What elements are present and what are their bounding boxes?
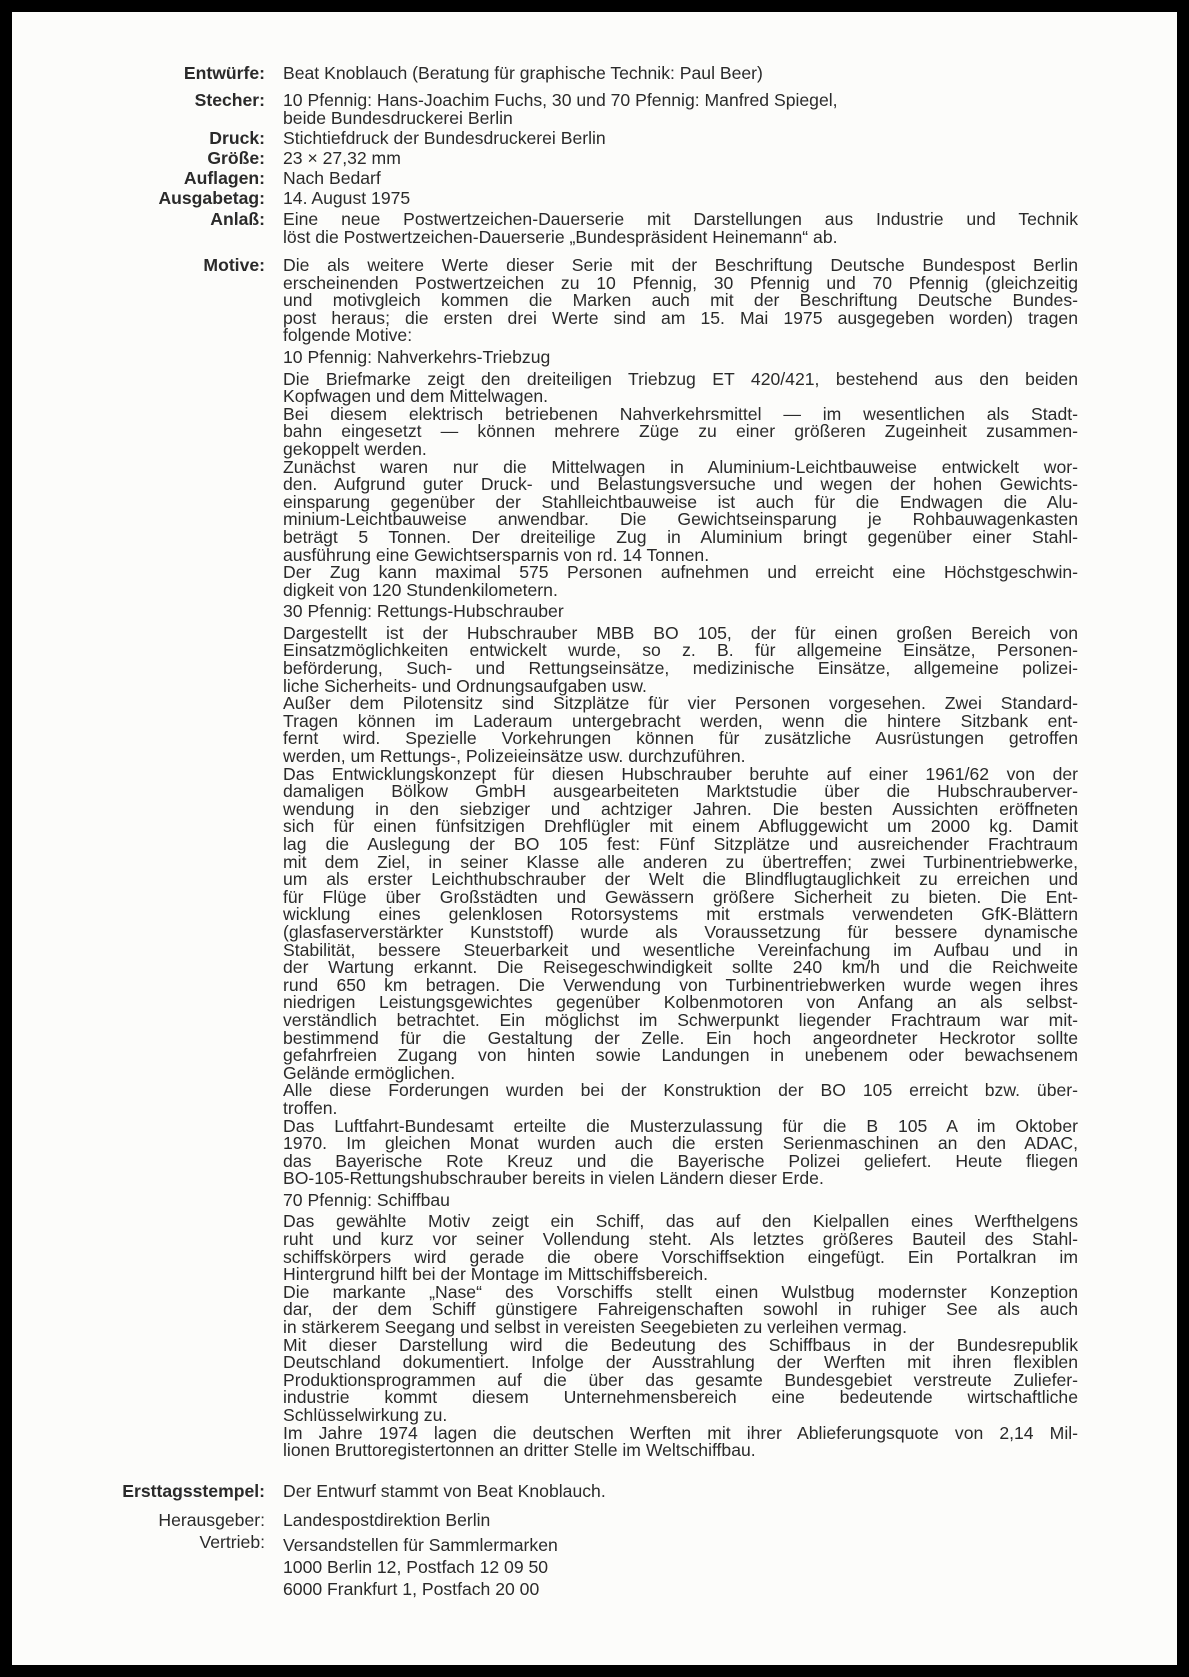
text-line: post heraus; die ersten drei Werte sind am 15. Mai 1975 ausgegeben worden) tragen <box>283 307 1078 328</box>
text-line: (glasfaserverstärkter Kunststoff) wurde als Voraussetzung für bessere dynamische <box>283 921 1078 942</box>
section-heading-30-pfennig: 30 Pfennig: Rettungs-Hubschrauber <box>283 601 564 622</box>
text-line: troffen. <box>283 1097 338 1118</box>
text-line: in stärkerem Seegang und selbst in vereisten Seegebieten zu verleihen vermag. <box>283 1317 907 1338</box>
text-line: Außer dem Pilotensitz sind Sitzplätze für vier Personen vorgesehen. Zwei Standard- <box>283 693 1078 714</box>
text-line: mit dem Ziel, in seiner Klasse alle anderen zu übertreffen; zwei Turbinentriebwerke, <box>283 851 1078 872</box>
text-line: der Wartung erkannt. Die Reisegeschwindigkeit sollte 240 km/h und die Reichweite <box>283 957 1078 978</box>
text-line: minium-Leichtbauweise anwendbar. Die Gewichtseinsparung je Rohbauwagenkasten <box>283 509 1078 530</box>
ersttagsstempel-text <box>283 1483 1078 1501</box>
text-line: Das Entwicklungskonzept für diesen Hubschrauber beruhte auf einer 1961/62 von der <box>283 763 1078 784</box>
text-line: Landespostdirektion Berlin <box>283 1510 491 1530</box>
text-line: Schlüsselwirkung zu. <box>283 1405 448 1425</box>
text-line: um als erster Leichthubschrauber der Welt die Blindflugtauglichkeit zu erreichen und <box>283 869 1078 890</box>
text-line: gekoppelt werden. <box>283 438 427 459</box>
text-line: Zunächst waren nur die Mittelwagen in Aluminium-Leichtbauweise entwickelt wor- <box>283 456 1078 477</box>
groesse-label: Größe: <box>207 148 265 168</box>
text-line: Einsatzmöglichkeiten entwickelt wurde, so z. B. für allgemeine Einsätze, Personen- <box>283 640 1078 661</box>
text-line: digkeit von 120 Stundenkilometern. <box>283 579 558 600</box>
text-line: schiffskörpers wird gerade die obere Vorschiffsektion eingefügt. Ein Portalkran im <box>283 1246 1078 1267</box>
anlass-text <box>283 211 1078 246</box>
text-line: für Flüge über Großstädten und Gewässern größere Sicherheit zu bieten. Die Ent- <box>283 886 1078 907</box>
groesse-text <box>283 150 1078 168</box>
text-line: Die Briefmarke zeigt den dreiteiligen Triebzug ET 420/421, bestehend aus den beiden <box>283 368 1078 389</box>
motive-text <box>283 257 1078 1460</box>
text-line: Eine neue Postwertzeichen-Dauerserie mit Darstellungen aus Industrie und Technik <box>283 209 1078 229</box>
text-line: liche Sicherheits- und Ordnungsaufgaben usw. <box>283 675 647 696</box>
text-line: lionen Bruttoregistertonnen an dritter Stelle im Weltschiffbau. <box>283 1440 756 1461</box>
text-line: 23 × 27,32 mm <box>283 148 401 168</box>
text-line: dar, der dem Schiff günstigere Fahreigenschaften sowohl in ruhiger See als auch <box>283 1299 1078 1320</box>
druck-text <box>283 130 1078 148</box>
text-line: Nach Bedarf <box>283 168 381 188</box>
text-line: rund 650 km betragen. Die Verwendung von Turbinentriebwerken wurde wegen ihres <box>283 974 1078 995</box>
anlass-label: Anlaß: <box>210 209 265 229</box>
text-line: Die markante „Nase“ des Vorschiffs stellt einen Wulstbug modernster Konzeption <box>283 1281 1078 1302</box>
text-line: Beat Knoblauch (Beratung für graphische Technik: Paul Beer) <box>283 63 763 83</box>
ausgabetag-text <box>283 190 1078 208</box>
text-line: Bei diesem elektrisch betriebenen Nahverkehrsmittel — im wesentlichen als Stadt- <box>283 403 1078 424</box>
entwuerfe-text <box>283 65 1078 83</box>
vertrieb-text <box>283 1534 1078 1600</box>
auflagen-label: Auflagen: <box>183 168 265 188</box>
text-line: folgende Motive: <box>283 325 413 346</box>
herausgeber-label: Herausgeber: <box>158 1510 265 1530</box>
text-line: Versandstellen für Sammlermarken <box>283 1535 558 1555</box>
text-line: gefahrfreien Zugang von hinten sowie Landungen in unebenem oder bewachsenem <box>283 1045 1078 1066</box>
text-line: niedrigen Leistungsgewichtes gegenüber Kolbenmotoren von Anfang an als selbst- <box>283 992 1078 1013</box>
text-line: 1970. Im gleichen Monat wurden auch die ersten Serienmaschinen an den ADAC, <box>283 1133 1078 1154</box>
ausgabetag-label: Ausgabetag: <box>158 188 265 208</box>
vertrieb-label: Vertrieb: <box>199 1532 265 1552</box>
text-line: bahn eingesetzt — können mehrere Züge zu einer größeren Zugeinheit zusammen- <box>283 421 1078 442</box>
motive-label: Motive: <box>203 255 265 275</box>
text-line: Deutschland dokumentiert. Infolge der Ausstrahlung der Werften mit ihren flexiblen <box>283 1352 1078 1373</box>
text-line: 10 Pfennig: Hans-Joachim Fuchs, 30 und 70 Pfennig: Manfred Spiegel, <box>283 90 838 110</box>
stecher-label: Stecher: <box>194 90 265 110</box>
text-line: Tragen können im Laderaum untergebracht werden, wenn die hintere Sitzbank ent- <box>283 710 1078 731</box>
text-line: löst die Postwertzeichen-Dauerserie „Bundespräsident Heinemann“ ab. <box>283 226 838 247</box>
text-line: den. Aufgrund guter Druck- und Belastungsversuche und wegen der hohen Gewichts- <box>283 474 1078 495</box>
ersttagsstempel-label: Ersttagsstempel: <box>122 1481 265 1501</box>
text-line: 14. August 1975 <box>283 188 411 208</box>
text-line: Produktionsprogrammen auf die über das gesamte Bundesgebiet verstreute Zuliefer- <box>283 1369 1078 1390</box>
section-heading-10-pfennig: 10 Pfennig: Nahverkehrs-Triebzug <box>283 346 551 367</box>
text-line: Im Jahre 1974 lagen die deutschen Werften mit ihrer Ablieferungsquote von 2,14 Mil- <box>283 1422 1078 1443</box>
herausgeber-text <box>283 1512 1078 1530</box>
text-line: damaligen Bölkow GmbH ausgearbeiteten Marktstudie über die Hubschrauberver- <box>283 781 1078 802</box>
text-line: Stabilität, bessere Steuerbarkeit und wesentliche Vereinfachung im Aufbau und in <box>283 939 1078 960</box>
entwuerfe-label: Entwürfe: <box>183 63 265 83</box>
text-line: Der Entwurf stammt von Beat Knoblauch. <box>283 1481 606 1501</box>
text-line: werden, um Rettungs-, Polizeieinsätze usw. durchzuführen. <box>283 746 746 767</box>
text-line: beträgt 5 Tonnen. Der dreiteilige Zug in Aluminium bringt gegenüber einer Stahl- <box>283 526 1078 547</box>
text-line: BO-105-Rettungshubschrauber bereits in vielen Ländern dieser Erde. <box>283 1168 824 1189</box>
text-line: Stichtiefdruck der Bundesdruckerei Berlin <box>283 128 606 148</box>
text-line: beide Bundesdruckerei Berlin <box>283 107 513 128</box>
text-line: das Bayerische Rote Kreuz und die Bayerische Polizei geliefert. Heute fliegen <box>283 1150 1078 1171</box>
text-line: verständlich betrachtet. Ein möglichst im Schwerpunkt liegender Frachtraum war mit- <box>283 1009 1078 1030</box>
text-line: Dargestellt ist der Hubschrauber MBB BO 105, der für einen großen Bereich von <box>283 622 1078 643</box>
text-line: und motivgleich kommen die Marken auch mit der Beschriftung Deutsche Bundes- <box>283 290 1078 311</box>
text-line: Gelände ermöglichen. <box>283 1062 456 1083</box>
stecher-text <box>283 92 1078 127</box>
text-line: Das gewählte Motiv zeigt ein Schiff, das auf den Kielpallen eines Werfthelgens <box>283 1211 1078 1232</box>
text-line: Mit dieser Darstellung wird die Bedeutung des Schiffbaus in der Bundesrepublik <box>283 1334 1078 1355</box>
text-line: ausführung eine Gewichtsersparnis von rd. 14 Tonnen. <box>283 544 710 565</box>
text-line: wicklung eines gelenklosen Rotorsystems mit erstmals verwendeten GfK-Blättern <box>283 904 1078 925</box>
text-line: beförderung, Such- und Rettungseinsätze, medizinische Einsätze, allgemeine polizei- <box>283 658 1078 679</box>
text-line: Der Zug kann maximal 575 Personen aufnehmen und erreicht eine Höchstgeschwin- <box>283 562 1078 583</box>
text-line: sich für einen fünfsitzigen Drehflügler mit einem Abfluggewicht um 2000 kg. Damit <box>283 816 1078 837</box>
text-line: industrie kommt diesem Unternehmensbereich eine bedeutende wirtschaftliche <box>283 1387 1078 1408</box>
text-line: Alle diese Forderungen wurden bei der Konstruktion der BO 105 erreicht bzw. über- <box>283 1080 1078 1101</box>
text-line: lag die Auslegung der BO 105 fest: Fünf Sitzplätze und ausreichender Frachtraum <box>283 834 1078 854</box>
auflagen-text <box>283 170 1078 188</box>
text-line: Hintergrund hilft bei der Montage im Mittschiffsbereich. <box>283 1264 709 1285</box>
section-heading-70-pfennig: 70 Pfennig: Schiffbau <box>283 1189 450 1210</box>
druck-label: Druck: <box>209 128 265 148</box>
text-line: erscheinenden Postwertzeichen zu 10 Pfennig, 30 Pfennig und 70 Pfennig (gleichzeitig <box>283 272 1078 293</box>
address-line: 1000 Berlin 12, Postfach 12 09 50 <box>283 1557 549 1577</box>
document-page <box>12 12 1177 1665</box>
text-line: ruht und kurz vor seiner Vollendung steht. Als letztes größeres Bauteil des Stahl- <box>283 1229 1078 1250</box>
text-line: fernt wird. Spezielle Vorkehrungen können für zusätzliche Ausrüstungen getroffen <box>283 728 1078 749</box>
text-line: bestimmend für die Gestaltung der Zelle. Ein hoch angeordneter Heckrotor sollte <box>283 1027 1078 1048</box>
text-line: Das Luftfahrt-Bundesamt erteilte die Musterzulassung für die B 105 A im Oktober <box>283 1115 1078 1136</box>
text-line: wendung in den siebziger und achtziger Jahren. Die besten Aussichten eröffneten <box>283 798 1078 819</box>
address-line: 6000 Frankfurt 1, Postfach 20 00 <box>283 1579 540 1599</box>
text-line: einsparung gegenüber der Stahlleichtbauweise ist auch für die Endwagen die Alu- <box>283 491 1078 512</box>
text-line: Kopfwagen und dem Mittelwagen. <box>283 386 549 407</box>
text-line: Die als weitere Werte dieser Serie mit der Beschriftung Deutsche Bundespost Berlin <box>283 255 1078 275</box>
